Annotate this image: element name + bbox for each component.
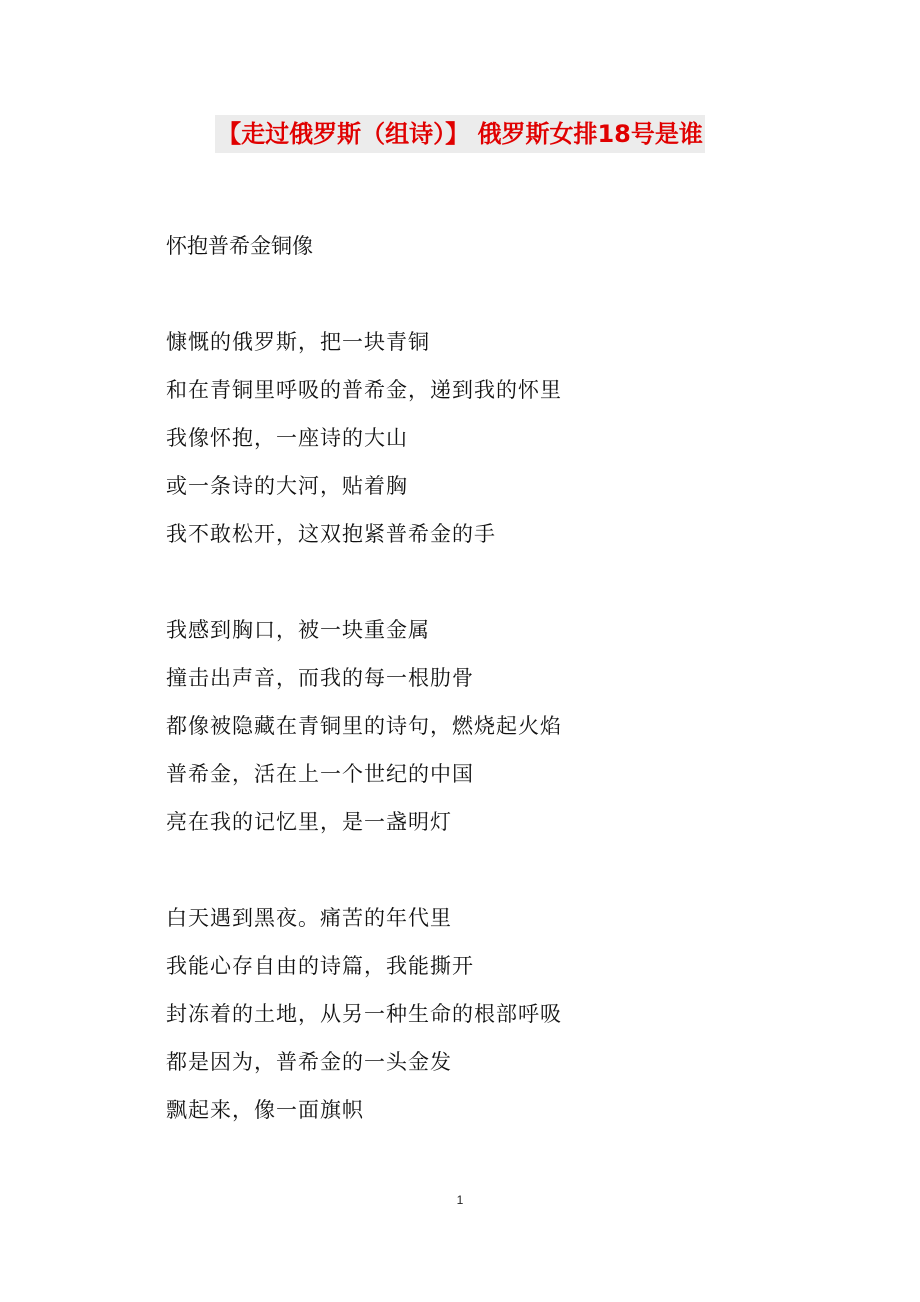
poem-line: 都是因为，普希金的一头金发 — [166, 1050, 452, 1074]
poem-line: 亮在我的记忆里，是一盏明灯 — [166, 810, 452, 834]
page-number: 1 — [456, 1193, 464, 1207]
poem-line: 都像被隐藏在青铜里的诗句，燃烧起火焰 — [166, 714, 562, 738]
document-title: 【走过俄罗斯（组诗）】 俄罗斯女排18号是谁 — [215, 115, 705, 153]
stanza-2 — [166, 606, 786, 846]
poem-subtitle: 怀抱普希金铜像 — [166, 234, 313, 258]
poem-body — [166, 222, 786, 1182]
poem-line: 我感到胸口，被一块重金属 — [166, 618, 430, 642]
poem-line: 普希金，活在上一个世纪的中国 — [166, 762, 474, 786]
stanza-3 — [166, 894, 786, 1134]
stanza-1 — [166, 318, 786, 558]
poem-line: 撞击出声音，而我的每一根肋骨 — [166, 666, 474, 690]
poem-line: 我不敢松开，这双抱紧普希金的手 — [166, 522, 496, 546]
poem-line: 慷慨的俄罗斯，把一块青铜 — [166, 330, 430, 354]
title-container — [0, 115, 920, 153]
poem-line: 封冻着的土地，从另一种生命的根部呼吸 — [166, 1002, 562, 1026]
poem-line: 我像怀抱，一座诗的大山 — [166, 426, 408, 450]
poem-line: 白天遇到黑夜。痛苦的年代里 — [166, 906, 452, 930]
poem-line: 或一条诗的大河，贴着胸 — [166, 474, 408, 498]
poem-line: 飘起来，像一面旗帜 — [166, 1098, 364, 1122]
poem-line: 我能心存自由的诗篇，我能撕开 — [166, 954, 474, 978]
poem-line: 和在青铜里呼吸的普希金，递到我的怀里 — [166, 378, 562, 402]
